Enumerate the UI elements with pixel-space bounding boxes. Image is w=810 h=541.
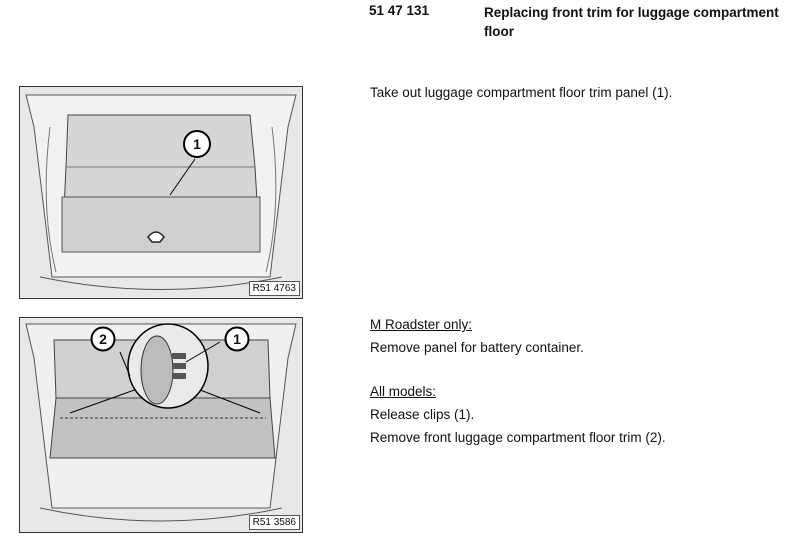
trunk-illustration-2 (20, 318, 302, 532)
figure-reference: R51 3586 (249, 515, 300, 530)
step2-heading2: All models: (370, 384, 437, 399)
step2-heading: M Roadster only: (370, 317, 473, 332)
section-number: 51 47 131 (369, 3, 430, 18)
figure-release-clips (19, 317, 303, 533)
step2-line1: Remove panel for battery container. (370, 340, 584, 355)
callout-number-b: 1 (233, 331, 241, 347)
step2-line2: Release clips (1). (370, 407, 475, 422)
step1-text: Take out luggage compartment floor trim panel (1). (370, 85, 673, 100)
figure-reference: R51 4763 (249, 281, 300, 296)
trunk-illustration-1 (20, 87, 302, 298)
callout-number-a: 2 (99, 331, 107, 347)
figure-floor-trim-panel (19, 86, 303, 299)
section-title: Replacing front trim for luggage compartment floor (484, 5, 779, 39)
step2-line3: Remove front luggage compartment floor trim (2). (370, 430, 666, 445)
callout-number: 1 (193, 136, 201, 152)
